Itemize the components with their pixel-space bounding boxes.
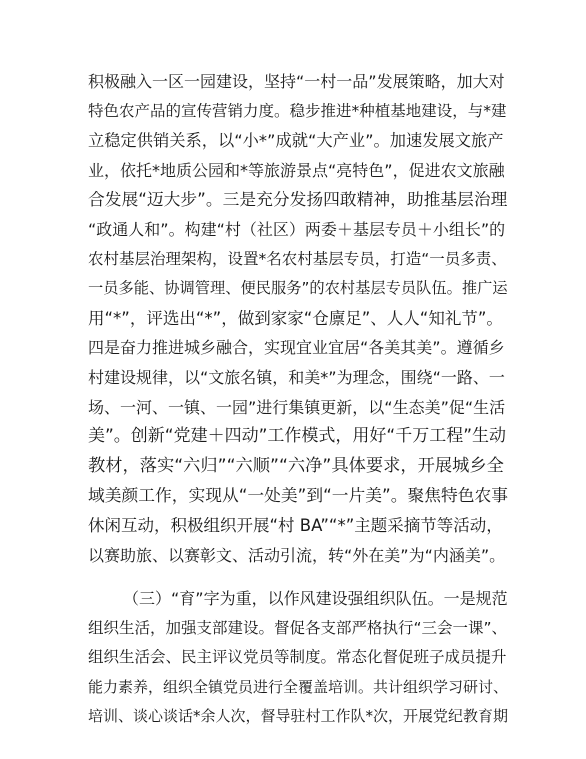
text-line: 农村基层治理架构，设置*名农村基层专员，打造“一员多责、: [88, 249, 507, 268]
text-line: 四是奋力推进城乡融合，实现宜业宜居“各美其美”。遵循乡: [88, 338, 505, 358]
text-line: 休闲互动，积极组织开展“村 BA”“*”主题采摘节等活动，: [88, 515, 503, 535]
text-line: 培训、谈心谈话*余人次，督导驻村工作队*次，开展党纪教育期: [88, 707, 509, 726]
text-line: 立稳定供销关系，以“小*”成就“大产业”。加速发展文旅产: [88, 131, 504, 151]
text-line: 村建设规律，以“文旅名镇，和美*”为理念，围绕“一路、一: [88, 367, 505, 387]
document-body: [88, 67, 508, 732]
text-line: 教材，落实“六归”“六顺”“六净”具体要求，开展城乡全: [88, 455, 504, 476]
text-line: 美”。创新“党建＋四动”工作模式，用好“千万工程”生动: [88, 426, 507, 447]
text-line: 合发展“迈大步”。三是充分发扬四敢精神，助推基层治理: [88, 189, 508, 210]
text-line: 特色农产品的宣传营销力度。稳步推进*种植基地建设，与*建: [88, 101, 507, 120]
text-line: 业，依托*地质公园和*等旅游景点“亮特色”，促进农文旅融: [88, 160, 505, 180]
text-line: “政通人和”。构建“村（社区）两委＋基层专员＋小组长”的: [88, 219, 506, 239]
text-line: 域美颜工作，实现从“一处美”到“一片美”。聚焦特色农事: [88, 485, 508, 506]
text-line: 场、一河、一镇、一园”进行集镇更新，以“生态美”促“生活: [88, 397, 506, 417]
text-line: 积极融入一区一园建设，坚持“一村一品”发展策略，加大对: [88, 72, 505, 91]
paragraph-2: [88, 584, 508, 732]
text-line: 能力素养，组织全镇党员进行全覆盖培训。共计组织学习研讨、: [88, 677, 509, 696]
section-heading-line: （三）“育”字为重，以作风建设强组织队伍。一是规范: [123, 589, 508, 609]
text-line: 一员多能、协调管理、便民服务”的农村基层专员队伍。推广运: [88, 279, 508, 298]
text-line: 组织生活，加强支部建设。督促各支部严格执行“三会一课”、: [88, 618, 508, 637]
text-line: 以赛助旅、以赛彰文、活动引流，转“外在美”为“内涵美”。: [88, 545, 506, 565]
text-line: 用“*”，评选出“*”，做到家家“仓廪足”、人人“知礼节”。: [88, 308, 503, 328]
text-line: 组织生活会、民主评议党员等制度。常态化督促班子成员提升: [88, 648, 507, 667]
paragraph-spacer: [88, 570, 508, 584]
paragraph-1: [88, 67, 508, 570]
